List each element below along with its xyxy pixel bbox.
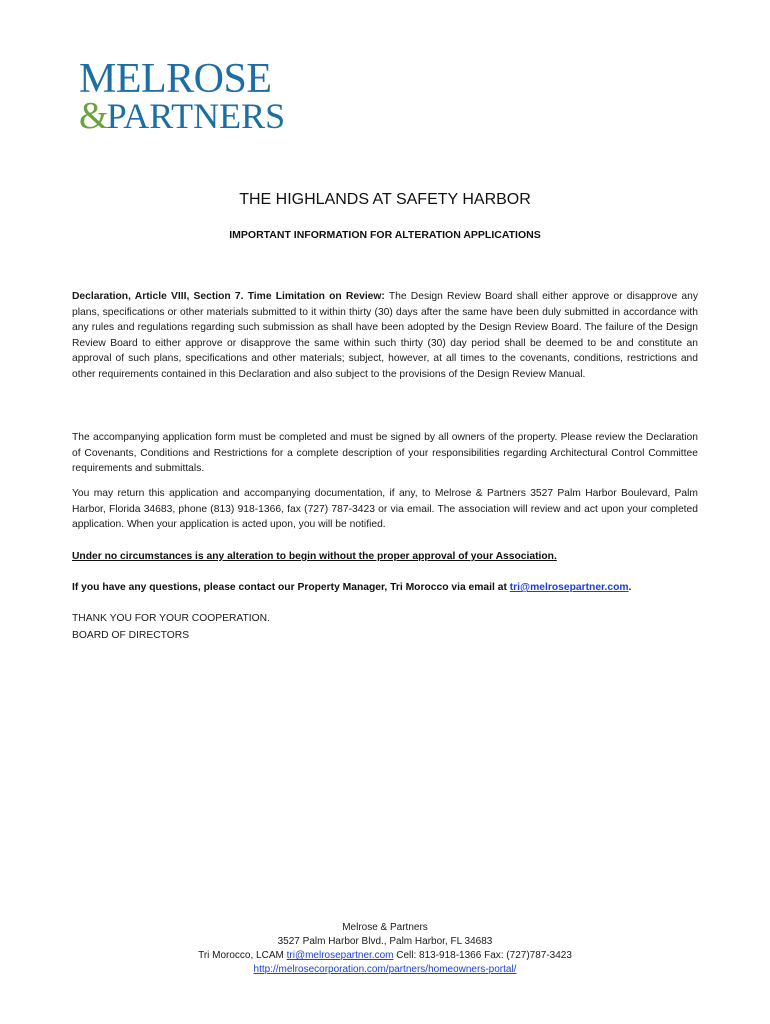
approval-warning-text: Under no circumstances is any alteration to begin without the proper approval of your Association — [72, 551, 554, 562]
company-logo — [79, 58, 299, 136]
approval-warning-period: . — [553, 551, 557, 562]
contact-period: . — [628, 582, 632, 593]
return-paragraph: You may return this application and accompanying documentation, if any, to Melrose & Partners 3527 Palm Harbor Boulevard, Palm Harbor, Florida 34683, phone (813) 918-1366, fax (727) 787-3423 or via email. The association will review and act upon your completed application. When your application is acted upon, you will be notified. — [72, 488, 698, 531]
declaration-paragraph — [72, 289, 698, 383]
footer-email-link[interactable]: tri@melrosepartner.com — [286, 950, 394, 961]
footer-url-line — [0, 963, 770, 977]
contact-paragraph — [72, 580, 698, 596]
contact-text: If you have any questions, please contact our Property Manager, Tri Morocco via email at — [72, 582, 510, 593]
approval-warning — [72, 549, 698, 565]
footer-portal-link[interactable]: http://melrosecorporation.com/partners/homeowners-portal/ — [253, 964, 517, 975]
footer-address: 3527 Palm Harbor Blvd., Palm Harbor, FL 34683 — [277, 936, 493, 947]
application-paragraph: The accompanying application form must be completed and must be signed by all owners of the property. Please review the Declaration of Covenants, Conditions and Restrictions for a complete description of your responsibilities regarding Architectural Control Committee requirements and submittals. — [72, 432, 698, 475]
logo-text-partners-line — [79, 95, 286, 137]
signoff-line: BOARD OF DIRECTORS — [72, 630, 190, 641]
footer-company: Melrose & Partners — [342, 922, 428, 933]
footer-contact — [0, 949, 770, 963]
document-subtitle: IMPORTANT INFORMATION FOR ALTERATION APPLICATIONS — [229, 229, 541, 241]
logo-text-melrose: MELROSE — [79, 56, 272, 102]
declaration-heading: Declaration, Article VIII, Section 7. Time Limitation on Review: — [72, 291, 385, 302]
declaration-body: The Design Review Board shall either approve or disapprove any plans, specifications or other materials submitted to it within thirty (30) days after the same have been duly submitted in accordance with any rules and regulations regarding such submission as shall have been adopted by the Design Review Board. The failure of the Design Review Board to either approve or disapprove the same within such thirty (30) day period shall be deemed to be and constitute an approval of such plans, specifications and other materials; subject, however, at all times to the covenants, conditions, restrictions and other requirements contained in this Declaration and also subject to the provisions of the Design Review Manual. — [72, 291, 698, 380]
logo-ampersand: & — [79, 95, 105, 137]
thanks-line: THANK YOU FOR YOUR COOPERATION. — [72, 613, 270, 624]
footer-contact-suffix: Cell: 813-918-1366 Fax: (727)787-3423 — [393, 950, 572, 961]
contact-email-link[interactable]: tri@melrosepartner.com — [509, 582, 629, 593]
logo-text-partners: PARTNERS — [106, 96, 286, 136]
document-title: THE HIGHLANDS AT SAFETY HARBOR — [239, 191, 531, 208]
footer-contact-prefix: Tri Morocco, LCAM — [198, 950, 287, 961]
